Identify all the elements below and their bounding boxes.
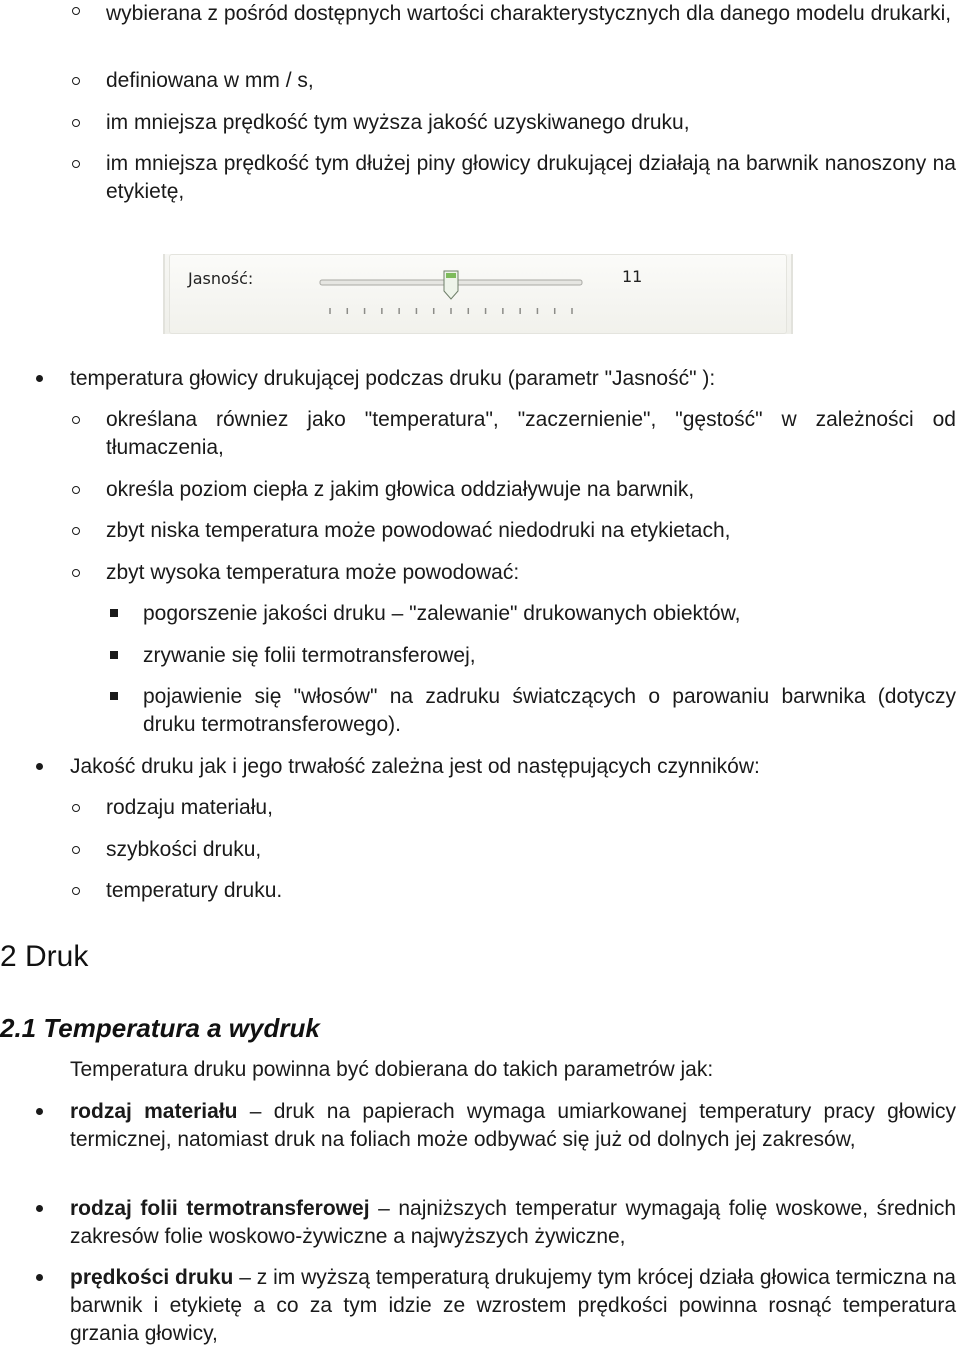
bullet-circle xyxy=(72,119,80,127)
list-item: im mniejsza prędkość tym dłużej piny głowicy drukującej działają na barwnik nanoszony na etykietę, xyxy=(106,152,956,203)
chapter-title: 2 Druk xyxy=(0,940,89,973)
list-item: zbyt wysoka temperatura może powodować: xyxy=(106,561,520,584)
sub-list-item: zrywanie się folii termotransferowej, xyxy=(143,644,476,667)
list-item: rodzaju materiału, xyxy=(106,796,273,819)
bullet-dot xyxy=(36,1108,43,1115)
section-intro: Temperatura druku powinna być dobierana do takich parametrów jak: xyxy=(70,1058,714,1081)
bullet-square xyxy=(110,692,118,700)
bullet-square xyxy=(110,651,118,659)
slider-value: 11 xyxy=(622,267,643,286)
list-item-term: prędkości druku xyxy=(70,1266,234,1289)
slider-label: Jasność: xyxy=(188,269,254,288)
list-item: określa poziom ciepła z jakim głowica oddziaływuje na barwnik, xyxy=(106,478,695,501)
bullet-circle xyxy=(72,77,80,85)
list-item: im mniejsza prędkość tym wyższa jakość uzyskiwanego druku, xyxy=(106,111,690,134)
list-item xyxy=(70,1098,956,1154)
bullet-circle xyxy=(72,804,80,812)
bullet-circle xyxy=(72,416,80,424)
bullet-circle xyxy=(72,527,80,535)
bullet-dot xyxy=(36,1274,43,1281)
sub-list-item: pojawienie się "włosów" na zadruku światczących o parowaniu barwnika (dotyczy druku termotransferowego). xyxy=(143,685,956,736)
bullet-circle xyxy=(72,486,80,494)
list-item xyxy=(70,1264,956,1348)
bullet-circle xyxy=(72,569,80,577)
slider-ticks xyxy=(330,308,572,314)
list-item-term: rodzaj folii termotransferowej xyxy=(70,1197,370,1220)
section-title: 2.1 Temperatura a wydruk xyxy=(0,1013,320,1043)
bullet-circle xyxy=(72,846,80,854)
slider-thumb xyxy=(444,271,458,299)
list-item: określana równiez jako "temperatura", "zaczernienie", "gęstość" w zależności od tłumaczenia, xyxy=(106,408,956,459)
bullet-circle xyxy=(72,160,80,168)
bullet-square xyxy=(110,609,118,617)
sub-list-item: pogorszenie jakości druku – "zalewanie" drukowanych obiektów, xyxy=(143,602,741,625)
list-item: wybierana z pośród dostępnych wartości charakterystycznych dla danego modelu drukarki, xyxy=(106,2,952,25)
bullet-circle xyxy=(72,7,80,15)
brightness-slider-screenshot xyxy=(163,254,793,334)
list-item-text: – druk na papierach wymaga umiarkowanej temperatury pracy głowicy termicznej, natomiast druk na foliach może odbywać się już od dolnych jej zakresów, xyxy=(70,1100,956,1151)
list-item: temperatury druku. xyxy=(106,879,283,902)
list-item: zbyt niska temperatura może powodować niedodruki na etykietach, xyxy=(106,519,731,542)
slider-track xyxy=(170,255,590,325)
bullet-dot xyxy=(36,1205,43,1212)
list-item: szybkości druku, xyxy=(106,838,262,861)
slider-thumb-highlight xyxy=(446,273,456,278)
bullet-circle xyxy=(72,887,80,895)
bullet-dot xyxy=(36,375,43,382)
list-item: definiowana w mm / s, xyxy=(106,69,314,92)
list-item xyxy=(70,1195,956,1251)
list-item-text: – najniższych temperatur wymagają folię woskowe, średnich zakresów folie woskowo-żywiczne a najwyższych żywiczne, xyxy=(70,1197,956,1248)
section-heading: Jakość druku jak i jego trwałość zależna jest od następujących czynników: xyxy=(70,755,760,778)
section-heading: temperatura głowicy drukującej podczas druku (parametr "Jasność" ): xyxy=(70,367,716,390)
list-item-term: rodzaj materiału xyxy=(70,1100,238,1123)
list-item-text: – z im wyższą temperaturą drukujemy tym krócej działa głowica termiczna na barwnik i etykietę a co za tym idzie ze wzrostem prędkości powinna rosnąć temperatura grzania głowicy, xyxy=(70,1266,956,1345)
bullet-dot xyxy=(36,763,43,770)
